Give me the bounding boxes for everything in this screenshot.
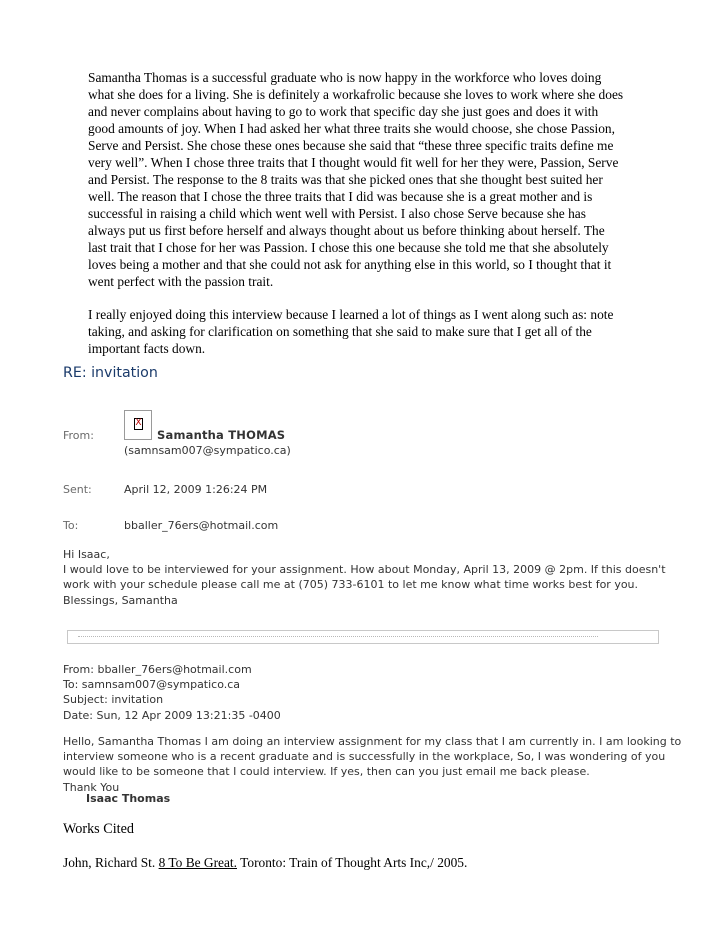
from-label: From: — [63, 429, 94, 442]
essay-line: Serve and Persist. She chose these ones because she said that “these three specific traits define me — [88, 138, 614, 153]
quoted-header-line: To: samnsam007@sympatico.ca — [63, 678, 241, 692]
sender-name[interactable]: Samantha THOMAS — [157, 428, 286, 442]
broken-image-icon: X — [135, 418, 142, 428]
essay-line: very well”. When I chose three traits that I thought would fit well for her they were, Passion, Serve — [88, 155, 619, 170]
email-body — [63, 547, 666, 608]
essay-line: important facts down. — [88, 341, 206, 356]
essay-line: well. The reason that I chose the three traits that I did was because she is a great mother and is — [88, 189, 593, 204]
essay-line: loves being a mother and that she could not ask for anything else in this world, so I thought that it — [88, 257, 612, 272]
email-body-line: I would love to be interviewed for your assignment. How about Monday, April 13, 2009 @ 2pm. If this doesn't — [63, 563, 666, 577]
citation-author: John, Richard St. — [63, 855, 156, 870]
essay-line: went perfect with the passion trait. — [88, 274, 274, 289]
essay — [88, 69, 668, 373]
divider-line — [78, 636, 598, 638]
quoted-body-line: Thank You — [63, 780, 120, 794]
email-body-line: work with your schedule please call me at (705) 733-6101 to let me know what time works best for you. — [63, 578, 639, 592]
to-value[interactable]: bballer_76ers@hotmail.com — [124, 519, 279, 532]
essay-line: Samantha Thomas is a successful graduate who is now happy in the workforce who loves doing — [88, 70, 602, 85]
essay-line: I really enjoyed doing this interview because I learned a lot of things as I went along such as: note — [88, 307, 614, 322]
quoted-header-line: From: bballer_76ers@hotmail.com — [63, 663, 252, 676]
quoted-body-line: interview someone who is a recent graduate and is successfully in the workplace, So, I was wondering of you — [63, 750, 666, 764]
essay-line: good amounts of joy. When I had asked her what three traits she would choose, she chose Passion, — [88, 121, 615, 136]
essay-line: and Persist. The response to the 8 traits was that she picked ones that she thought best suited her — [88, 172, 603, 187]
sent-label: Sent: — [63, 483, 92, 496]
quoted-header-line: Date: Sun, 12 Apr 2009 13:21:35 -0400 — [63, 708, 281, 722]
quoted-body-line: would like to be someone that I could interview. If yes, then can you just email me back please. — [63, 765, 590, 779]
quoted-message-divider — [67, 630, 659, 644]
essay-line: always put us first before herself and always thought about us before thinking about herself. The — [88, 223, 605, 238]
email-body-line: Hi Isaac, — [63, 548, 110, 561]
sender-email[interactable]: (samnsam007@sympatico.ca) — [124, 444, 291, 457]
quoted-header — [63, 662, 663, 723]
sender-avatar — [124, 410, 152, 440]
essay-line: and never complains about having to go to work that specific day she just goes and does it with — [88, 104, 599, 119]
essay-line: what she does for a living. She is definitely a workafrolic because she loves to work where she does — [88, 87, 624, 102]
to-label: To: — [63, 519, 79, 532]
quoted-body-line: Hello, Samantha Thomas I am doing an interview assignment for my class that I am currently in. I am looking to — [63, 735, 682, 748]
citation-publisher: Toronto: Train of Thought Arts Inc,/ 2005. — [240, 855, 468, 870]
sent-value: April 12, 2009 1:26:24 PM — [124, 483, 268, 496]
citation-book-title: 8 To Be Great. — [158, 855, 238, 870]
quoted-body — [63, 734, 682, 795]
essay-paragraph-2 — [88, 306, 668, 357]
essay-line: last trait that I chose for her was Passion. I chose this one because she told me that she absolutely — [88, 240, 609, 255]
email-signature: Isaac Thomas — [86, 792, 171, 805]
email-body-line: Blessings, Samantha — [63, 593, 178, 607]
essay-line: successful in raising a child which went well with Persist. I also chose Serve because she has — [88, 206, 586, 221]
essay-line: taking, and asking for clarification on something that she said to make sure that I get all of the — [88, 324, 592, 339]
essay-paragraph-1 — [88, 69, 668, 290]
quoted-header-line: Subject: invitation — [63, 693, 164, 707]
email-subject: RE: invitation — [63, 365, 158, 381]
works-cited-title: Works Cited — [63, 821, 134, 837]
citation — [63, 855, 467, 871]
